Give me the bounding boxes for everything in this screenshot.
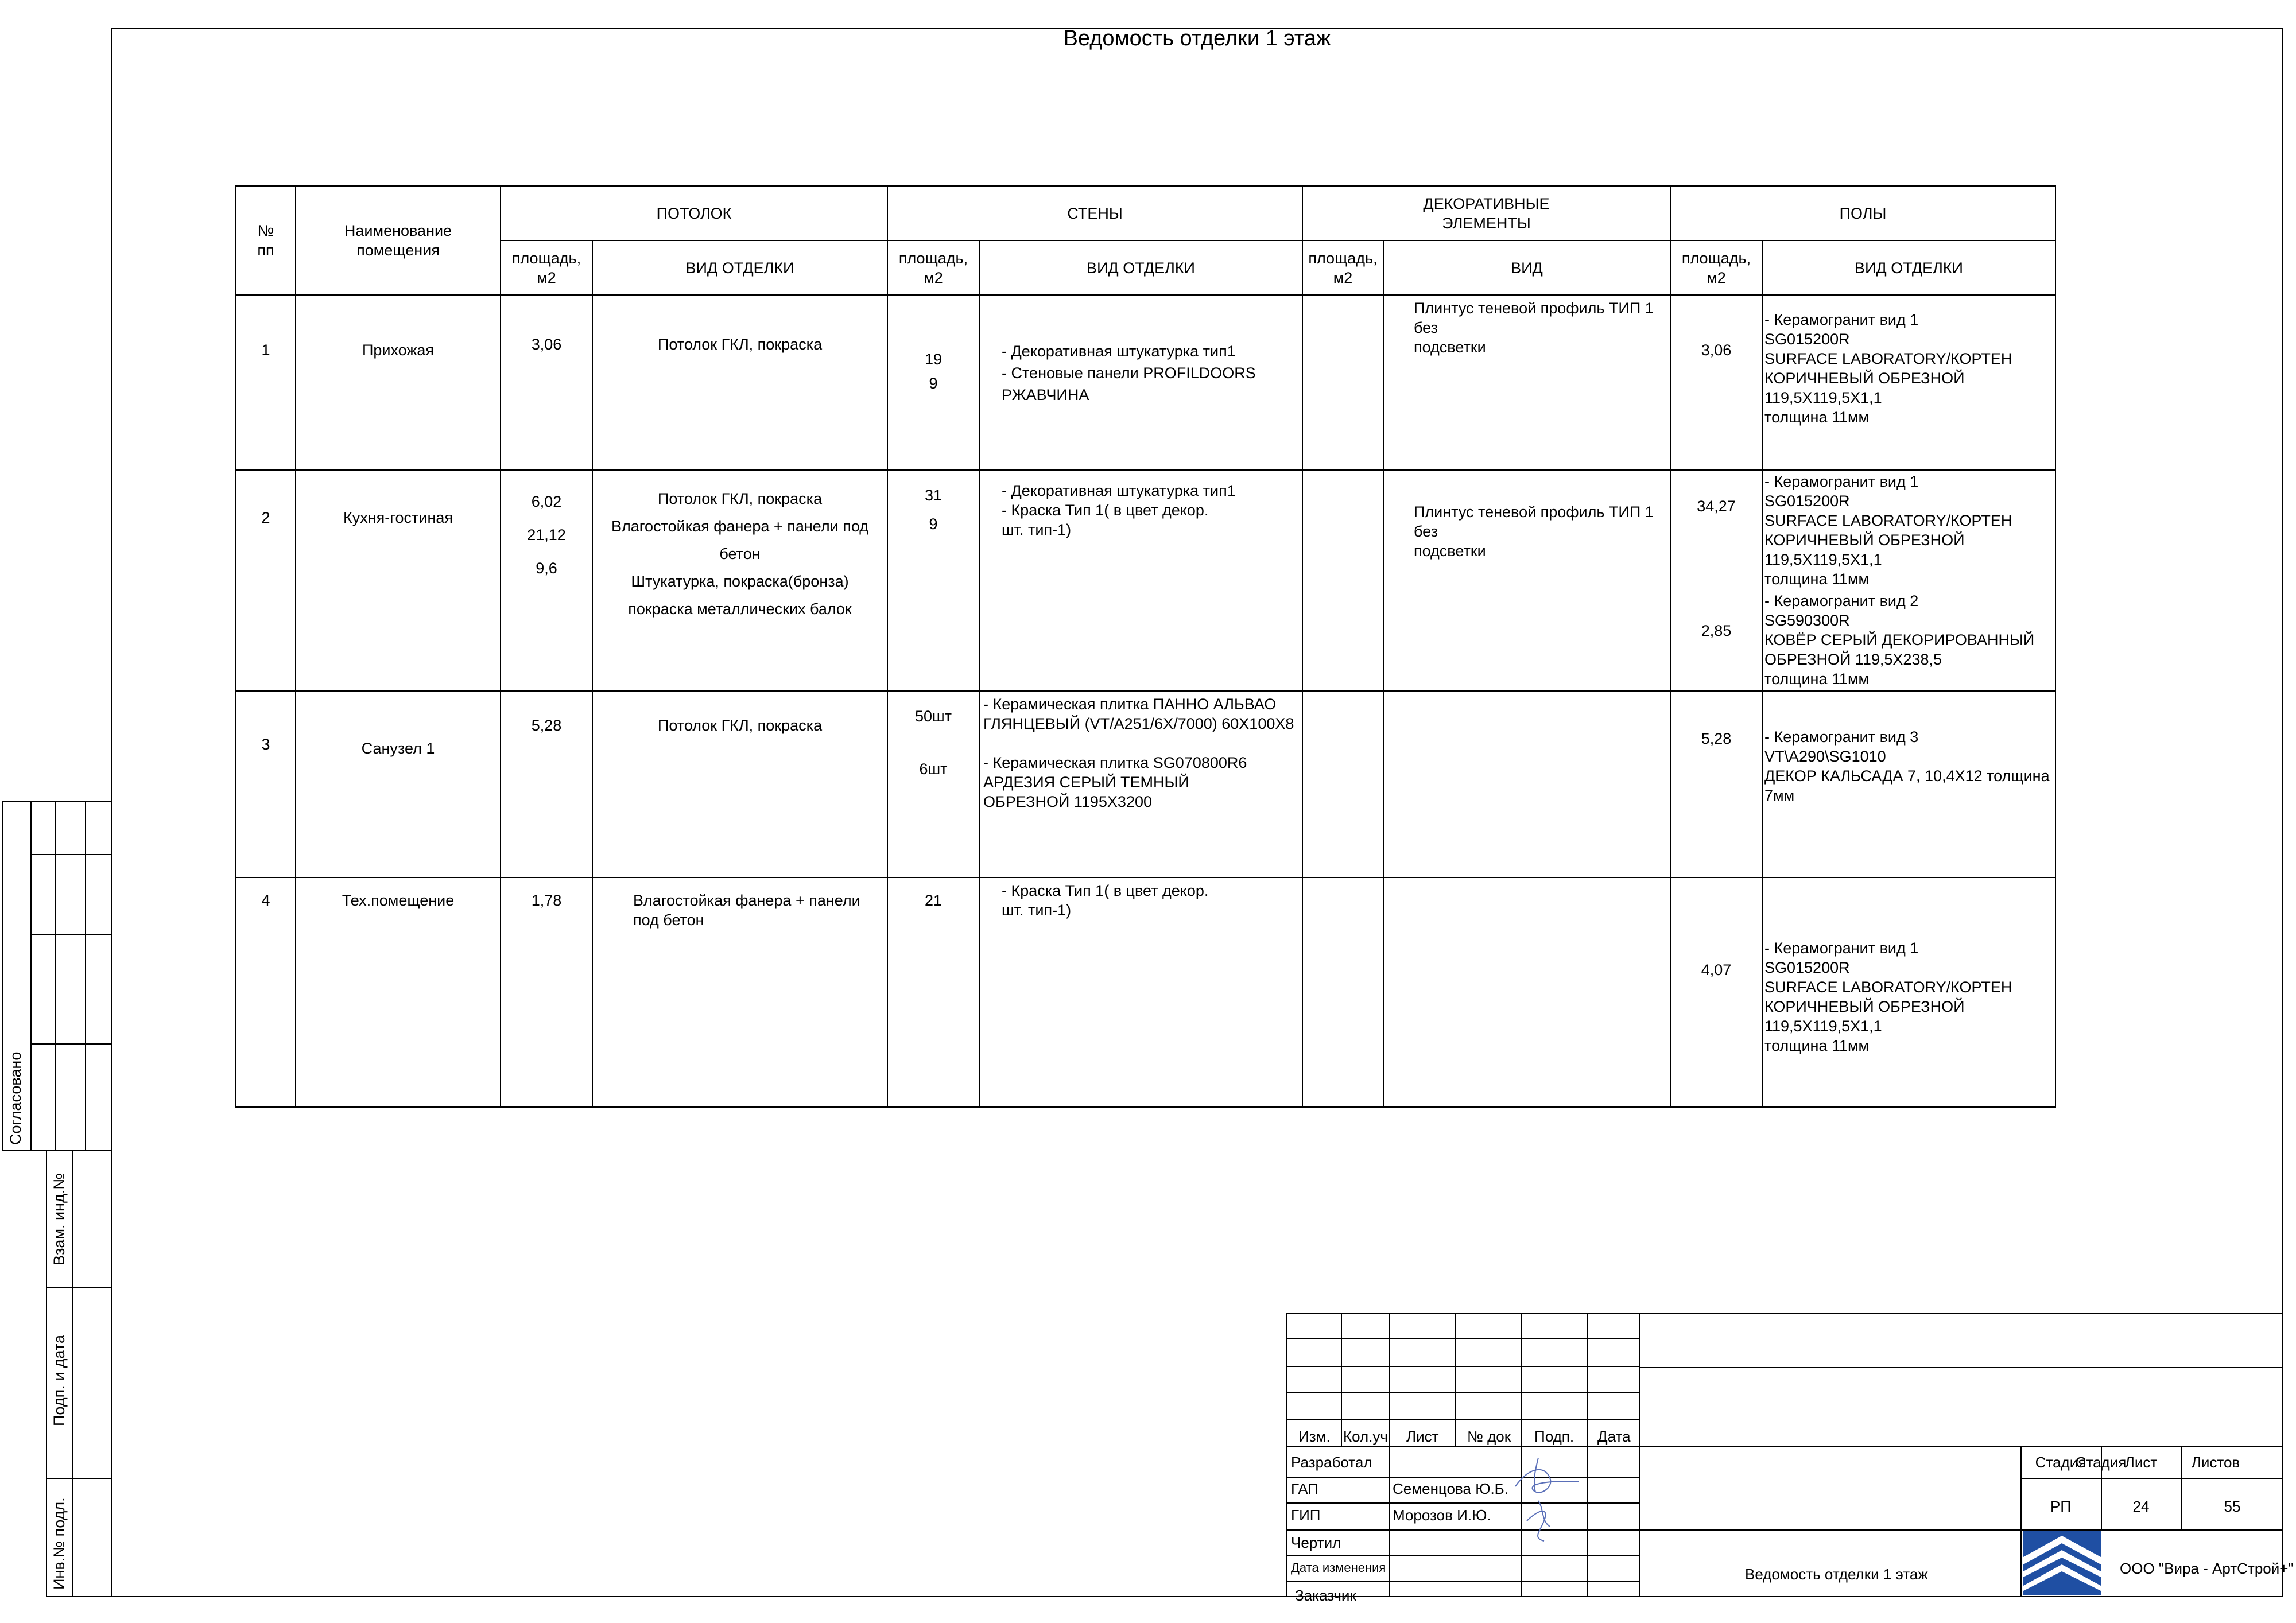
inv-label: Инв.№ подл. xyxy=(51,1497,68,1590)
sheet-value: 24 xyxy=(2132,1498,2150,1515)
podp-label: Подп. и дата xyxy=(51,1334,68,1426)
header-decor: ДЕКОРАТИВНЫЕ ЭЛЕМЕНТЫ xyxy=(1302,186,1670,240)
header-ceiling: ПОТОЛОК xyxy=(501,186,887,240)
header-floor-area: площадь, м2 xyxy=(1670,240,1762,295)
floor-area: 5,28 xyxy=(1701,730,1732,747)
stage-label: Стадия xyxy=(2075,1454,2127,1471)
sheet-label: Лист xyxy=(2124,1454,2158,1471)
header-floors: ПОЛЫ xyxy=(1670,186,2055,240)
razrabotal-label: Разработал xyxy=(1291,1454,1372,1471)
ceil-area: 1,78 xyxy=(531,892,562,909)
header-decor-area: площадь, м2 xyxy=(1302,240,1383,295)
company-name: ООО "Вира - АртСтрой+" xyxy=(2120,1560,2294,1577)
stage-value: РП xyxy=(2050,1498,2072,1515)
signature-icon xyxy=(1504,1446,1590,1561)
gip-label: ГИП xyxy=(1291,1506,1321,1524)
wall-area: 19 9 xyxy=(924,351,943,392)
table-row xyxy=(236,877,2055,1107)
header-walls: СТЕНЫ xyxy=(887,186,1302,240)
floor-finish: - Керамогранит вид 1 SG015200R SURFACE LABORATORY/КОРТЕН КОРИЧНЕВЫЙ ОБРЕЗНОЙ 119,5Х119,5Х1,1 толщина 11мм xyxy=(1764,939,2012,1054)
ceil-finish: Потолок ГКЛ, покраска xyxy=(657,717,823,734)
table-row xyxy=(236,691,2055,877)
room-name: Кухня-гостиная xyxy=(343,509,453,526)
sheets-value: 55 xyxy=(2224,1498,2241,1515)
row-num: 1 xyxy=(261,341,270,359)
floor-area: 3,06 xyxy=(1701,341,1732,359)
floor-finish: - Керамогранит вид 3 VT\A290\SG1010 ДЕКОР КАЛЬСАДА 7, 10,4Х12 толщина 7мм xyxy=(1764,728,2050,804)
floor-finish: - Керамогранит вид 1 SG015200R SURFACE LABORATORY/КОРТЕН КОРИЧНЕВЫЙ ОБРЕЗНОЙ 119,5Х119,5Х1,1 толщина 11мм xyxy=(1764,473,2012,588)
ceil-finish: Потолок ГКЛ, покраска Влагостойкая фанера + панели под бетон Штукатурка, покраска(бронза) покраска металлических балок xyxy=(611,490,869,618)
stage-label: Стадия xyxy=(2035,1454,2086,1471)
header-num: № пп xyxy=(236,186,296,295)
gap-name: Семенцова Ю.Б. xyxy=(1393,1480,1508,1497)
date-change-label: Дата изменения xyxy=(1291,1560,1386,1575)
header-wall-finish: ВИД ОТДЕЛКИ xyxy=(979,240,1302,295)
header-floor-finish: ВИД ОТДЕЛКИ xyxy=(1762,240,2055,295)
header-decor-type: ВИД xyxy=(1383,240,1670,295)
room-name: Тех.помещение xyxy=(342,892,455,909)
col-podp: Подп. xyxy=(1534,1428,1574,1445)
wall-finish: - Декоративная штукатурка тип1 - Краска Тип 1( в цвет декор. шт. тип-1) xyxy=(1002,482,1236,538)
col-list: Лист xyxy=(1406,1428,1439,1445)
table-row xyxy=(236,295,2055,470)
wall-area: 21 xyxy=(924,892,943,909)
col-doc: № док xyxy=(1467,1428,1511,1445)
col-izm: Изм. xyxy=(1298,1428,1331,1445)
doc-title: Ведомость отделки 1 этаж xyxy=(1745,1566,1928,1583)
row-num: 4 xyxy=(261,892,270,909)
room-name: Санузел 1 xyxy=(361,740,435,757)
floor-finish-2: - Керамогранит вид 2 SG590300R КОВЁР СЕРЫЙ ДЕКОРИРОВАННЫЙ ОБРЕЗНОЙ 119,5Х238,5 толщина 11мм xyxy=(1764,592,2035,688)
ceil-area: 6,02 21,12 9,6 xyxy=(527,493,566,577)
header-ceil-area: площадь, м2 xyxy=(501,240,592,295)
ceil-finish: Влагостойкая фанера + панели под бетон xyxy=(633,892,860,929)
floor-finish: - Керамогранит вид 1 SG015200R SURFACE LABORATORY/КОРТЕН КОРИЧНЕВЫЙ ОБРЕЗНОЙ 119,5Х119,5Х1,1 толщина 11мм xyxy=(1764,311,2012,426)
row-num: 2 xyxy=(261,509,270,526)
decor-type: Плинтус теневой профиль ТИП 1 без подсветки xyxy=(1414,503,1654,560)
header-wall-area: площадь, м2 xyxy=(887,240,979,295)
gip-name: Морозов И.Ю. xyxy=(1393,1506,1491,1524)
zakazchik-label: Заказчик xyxy=(1295,1587,1356,1604)
ceil-finish: Потолок ГКЛ, покраска xyxy=(657,336,823,353)
gap-label: ГАП xyxy=(1291,1480,1319,1497)
room-name: Прихожая xyxy=(362,341,435,359)
col-date: Дата xyxy=(1597,1428,1631,1445)
vzam-label: Взам. инд.№ xyxy=(51,1172,68,1265)
wall-finish: - Краска Тип 1( в цвет декор. шт. тип-1) xyxy=(1002,882,1209,919)
sheets-label: Листов xyxy=(2191,1454,2240,1471)
header-name: Наименование помещения xyxy=(296,186,501,295)
ceil-area: 3,06 xyxy=(531,336,562,353)
company-logo-icon xyxy=(2023,1531,2101,1595)
finish-schedule-table xyxy=(235,185,2056,1108)
chertil-label: Чертил xyxy=(1291,1534,1341,1551)
table-row xyxy=(236,470,2055,691)
agreed-label: Согласовано xyxy=(7,1051,24,1145)
floor-area: 4,07 xyxy=(1701,961,1732,979)
page-title: Ведомость отделки 1 этаж xyxy=(1063,26,1331,51)
row-num: 3 xyxy=(261,736,270,753)
decor-type: Плинтус теневой профиль ТИП 1 без подсветки xyxy=(1414,300,1654,356)
wall-area: 31 9 xyxy=(924,487,943,533)
wall-finish: - Декоративная штукатурка тип1 - Стеновые панели PROFILDOORS РЖАВЧИНА xyxy=(1002,343,1256,403)
col-kol: Кол.уч xyxy=(1343,1428,1388,1445)
wall-area: 50шт 6шт xyxy=(914,708,952,778)
header-ceil-finish: ВИД ОТДЕЛКИ xyxy=(592,240,887,295)
wall-finish: - Керамическая плитка ПАННО АЛЬВАО ГЛЯНЦЕВЫЙ (VT/A251/6X/7000) 60Х100Х8 - Керамическая плитка SG070800R6 АРДЕЗИЯ СЕРЫЙ ТЕМНЫЙ ОБРЕЗНОЙ 1195Х3200 xyxy=(983,696,1294,810)
floor-area-2: 2,85 xyxy=(1701,622,1732,639)
ceil-area: 5,28 xyxy=(531,717,562,734)
floor-area: 34,27 xyxy=(1697,498,1736,515)
